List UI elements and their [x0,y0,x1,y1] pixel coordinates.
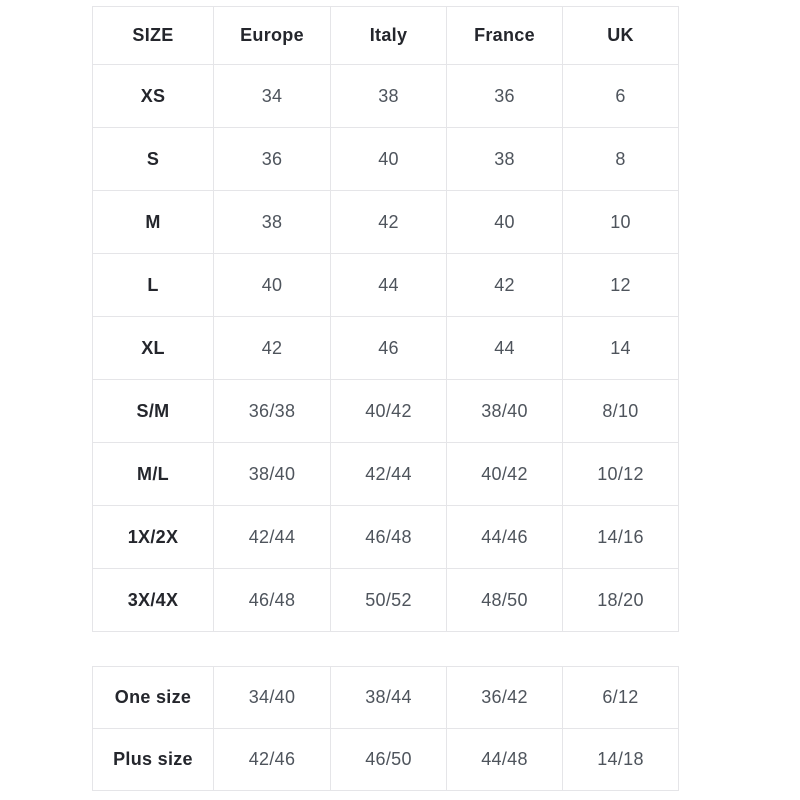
size-value-cell: 36/38 [214,380,331,443]
table-row [93,254,679,317]
table-row [93,317,679,380]
size-value-cell: 46/50 [331,729,447,791]
size-value-cell: 10/12 [563,443,679,506]
column-header-cell: France [447,7,563,65]
size-label-cell: 3X/4X [93,569,214,632]
size-value-cell: 42 [214,317,331,380]
size-value-cell: 38 [331,65,447,128]
size-value-cell: 12 [563,254,679,317]
size-value-cell: 14/18 [563,729,679,791]
size-value-cell: 38/40 [447,380,563,443]
size-label-cell: 1X/2X [93,506,214,569]
size-label-cell: One size [93,667,214,729]
size-value-cell: 46/48 [214,569,331,632]
size-value-cell: 18/20 [563,569,679,632]
special-size-table-body [93,667,679,791]
size-value-cell: 36 [447,65,563,128]
size-value-cell: 6 [563,65,679,128]
size-value-cell: 44/48 [447,729,563,791]
size-label-cell: L [93,254,214,317]
size-value-cell: 48/50 [447,569,563,632]
size-value-cell: 10 [563,191,679,254]
size-value-cell: 42 [447,254,563,317]
column-header-cell: UK [563,7,679,65]
size-value-cell: 46/48 [331,506,447,569]
size-value-cell: 44/46 [447,506,563,569]
table-row [93,506,679,569]
table-row [93,667,679,729]
size-value-cell: 34/40 [214,667,331,729]
size-value-cell: 36/42 [447,667,563,729]
size-value-cell: 38/44 [331,667,447,729]
size-label-cell: XS [93,65,214,128]
size-value-cell: 42 [331,191,447,254]
size-label-cell: Plus size [93,729,214,791]
size-value-cell: 44 [447,317,563,380]
size-value-cell: 40 [214,254,331,317]
size-label-cell: XL [93,317,214,380]
size-label-cell: S/M [93,380,214,443]
size-value-cell: 42/44 [331,443,447,506]
size-value-cell: 38 [214,191,331,254]
size-value-cell: 38 [447,128,563,191]
column-header-cell: Italy [331,7,447,65]
size-label-cell: M/L [93,443,214,506]
table-row [93,569,679,632]
table-row [93,65,679,128]
size-value-cell: 34 [214,65,331,128]
size-label-cell: S [93,128,214,191]
size-value-cell: 8/10 [563,380,679,443]
size-value-cell: 46 [331,317,447,380]
size-value-cell: 44 [331,254,447,317]
special-size-table [92,666,679,791]
column-header-cell: SIZE [93,7,214,65]
size-value-cell: 42/44 [214,506,331,569]
size-value-cell: 14/16 [563,506,679,569]
size-conversion-table [92,6,679,632]
size-conversion-table-body [93,7,679,632]
size-label-cell: M [93,191,214,254]
table-header-row [93,7,679,65]
size-value-cell: 14 [563,317,679,380]
table-row [93,191,679,254]
size-value-cell: 40 [331,128,447,191]
table-row [93,443,679,506]
size-value-cell: 6/12 [563,667,679,729]
table-row [93,128,679,191]
size-value-cell: 40 [447,191,563,254]
size-value-cell: 40/42 [331,380,447,443]
table-row [93,729,679,791]
size-value-cell: 8 [563,128,679,191]
size-value-cell: 42/46 [214,729,331,791]
size-value-cell: 38/40 [214,443,331,506]
size-value-cell: 36 [214,128,331,191]
size-value-cell: 40/42 [447,443,563,506]
size-value-cell: 50/52 [331,569,447,632]
table-row [93,380,679,443]
column-header-cell: Europe [214,7,331,65]
